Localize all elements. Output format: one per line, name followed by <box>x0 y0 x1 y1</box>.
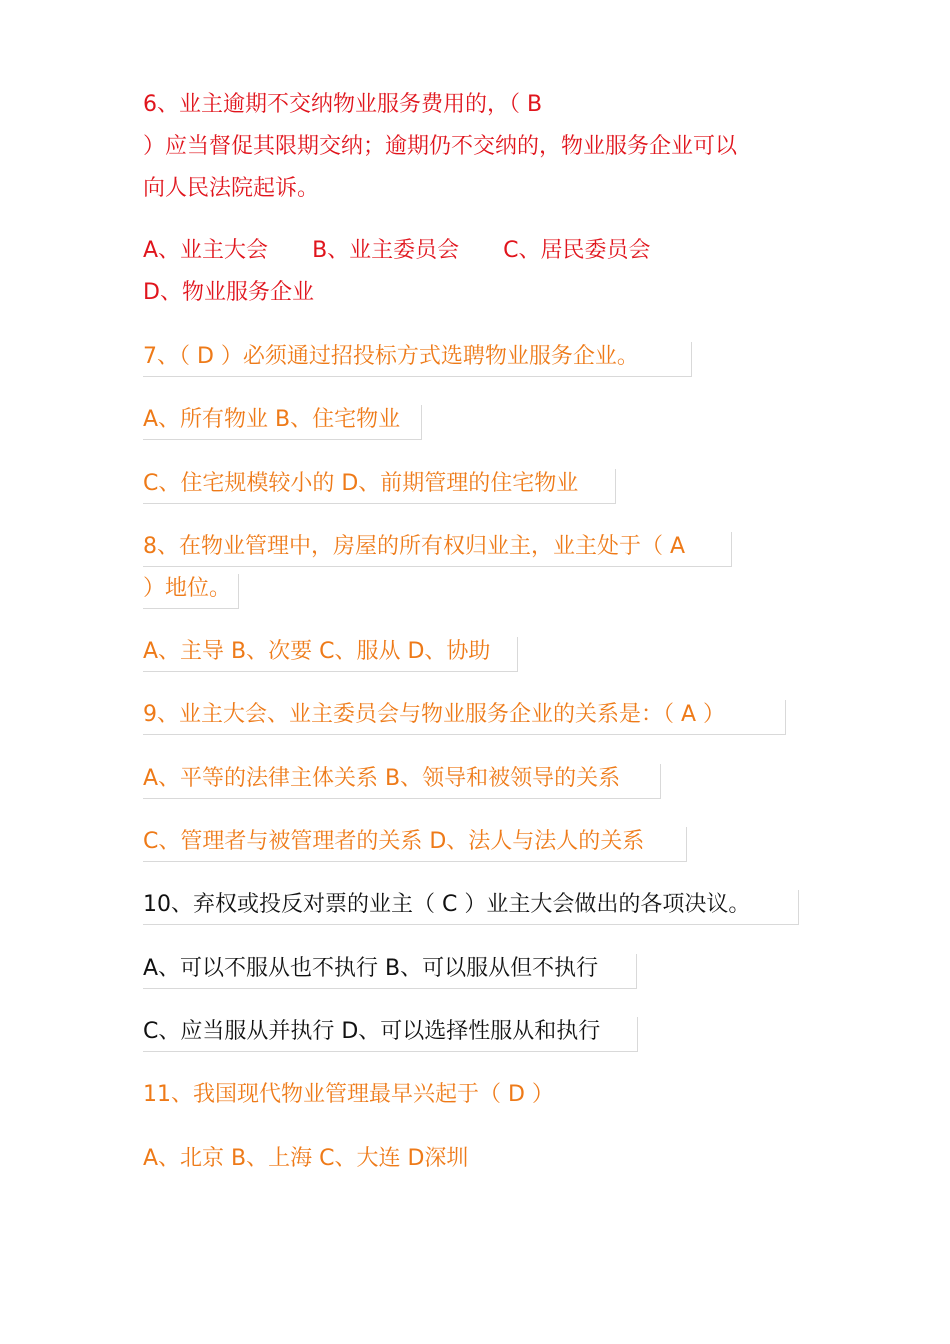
q8-question-line-2: ）地位。 <box>143 574 239 609</box>
q6-question-line-3: 向人民法院起诉。 <box>143 176 320 201</box>
q6-question-line-2: ）应当督促其限期交纳；逾期仍不交纳的，物业服务企业可以 <box>143 134 738 159</box>
q8-question-line-1: 8、在物业管理中，房屋的所有权归业主，业主处于（ A <box>143 532 732 567</box>
q6-option-d: D、物业服务企业 <box>143 280 314 305</box>
q7-question: 7、（ D ）必须通过招投标方式选聘物业服务企业。 <box>143 342 692 377</box>
q10-options-ab: A、可以不服从也不执行 B、可以服从但不执行 <box>143 954 637 989</box>
q7-options-cd: C、住宅规模较小的 D、前期管理的住宅物业 <box>143 469 616 504</box>
q10-question: 10、弃权或投反对票的业主（ C ）业主大会做出的各项决议。 <box>143 890 799 925</box>
q7-options-ab: A、所有物业 B、住宅物业 <box>143 405 422 440</box>
q9-question: 9、业主大会、业主委员会与物业服务企业的关系是：（ A ） <box>143 700 786 735</box>
q11-question: 11、我国现代物业管理最早兴起于（ D ） <box>143 1082 554 1107</box>
q10-options-cd: C、应当服从并执行 D、可以选择性服从和执行 <box>143 1017 638 1052</box>
q6-option-a: A、业主大会 <box>143 238 269 263</box>
q6-question-line-1: 6、业主逾期不交纳物业服务费用的，（ B <box>143 92 543 117</box>
q9-options-ab: A、平等的法律主体关系 B、领导和被领导的关系 <box>143 764 661 799</box>
q6-option-c: C、居民委员会 <box>503 238 651 263</box>
q9-options-cd: C、管理者与被管理者的关系 D、法人与法人的关系 <box>143 827 687 862</box>
q6-options-row-1 <box>143 236 699 266</box>
q6-option-b: B、业主委员会 <box>312 238 460 263</box>
q11-options: A、北京 B、上海 C、大连 D深圳 <box>143 1146 469 1171</box>
q8-options: A、主导 B、次要 C、服从 D、协助 <box>143 637 518 672</box>
